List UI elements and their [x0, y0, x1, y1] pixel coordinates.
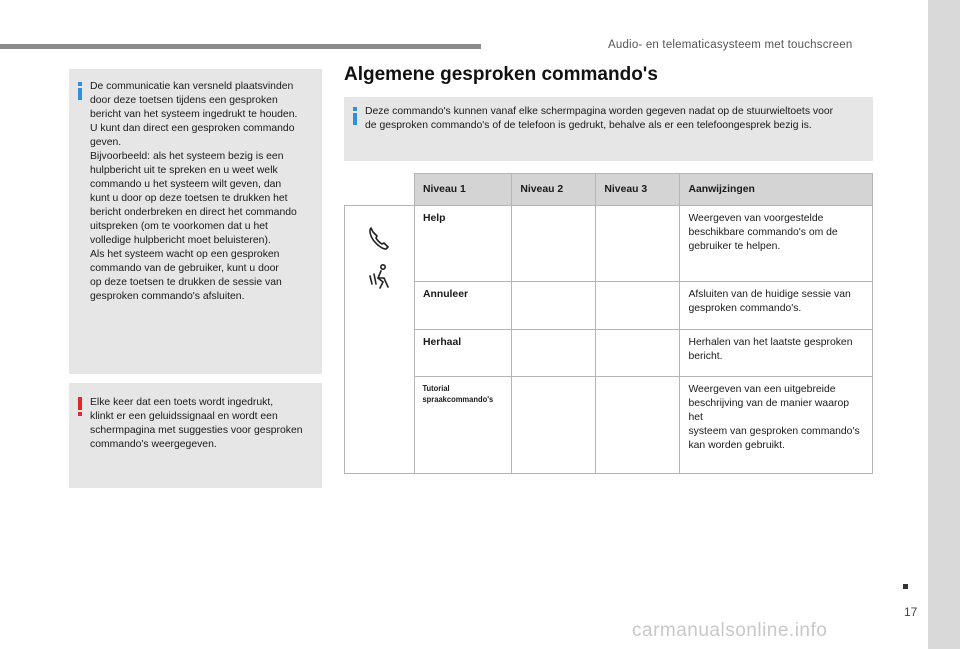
phone-icon: [370, 228, 388, 249]
table-row: [345, 206, 873, 282]
page-header-title: Audio- en telematicasysteem met touchscreen: [608, 39, 853, 51]
table-row: [345, 329, 873, 377]
table-row: [345, 377, 873, 474]
info-icon: [353, 107, 357, 125]
command-level-3: [596, 206, 680, 282]
command-icons: [353, 212, 406, 462]
warning-note-text: Elke keer dat een toets wordt ingedrukt, klinkt er een geluidssignaal en wordt een schermpagina met suggesties voor gesproken commando's weergegeven.: [90, 397, 303, 450]
intro-note-text: Deze commando's kunnen vanaf elke schermpagina worden gegeven nadat op de stuurwieltoets voor de gesproken commando's of de telefoon is gedrukt, behalve als er een telefoongesprek bezig is.: [365, 106, 834, 131]
command-description: Weergeven van een uitgebreide beschrijving van de manier waarop het systeem van gesproken commando's kan worden gebruikt.: [680, 377, 873, 474]
table-header-row: [345, 174, 873, 206]
page-side-strip: [928, 0, 960, 649]
command-level-2: [512, 329, 596, 377]
continuation-marker: [903, 584, 908, 589]
voice-commands-table: [344, 173, 873, 474]
table-header-level-1: Niveau 1: [415, 174, 512, 206]
command-level-2: [512, 377, 596, 474]
command-level-3: [596, 281, 680, 329]
command-icons-cell: [345, 206, 415, 474]
warning-icon: [78, 397, 82, 416]
command-level-3: [596, 329, 680, 377]
section-title: Algemene gesproken commando's: [344, 64, 658, 85]
command-level-2: [512, 281, 596, 329]
table-header-notes: Aanwijzingen: [680, 174, 873, 206]
page-number: 17: [904, 605, 918, 619]
command-level-3: [596, 377, 680, 474]
watermark-text: carmanualsonline.info: [632, 620, 828, 641]
info-note-text: De communicatie kan versneld plaatsvinden door deze toetsen tijdens een gesproken bericht van het systeem ingedrukt te houden. U kunt dan direct een gesproken commando geven. Bijvoorbeeld: als het systeem bezig is een hulpbericht uit te spreken en u weet welk commando u het systeem wilt geven, dan kunt u door op deze toetsen te drukken het bericht onderbreken en direct het commando uitspreken (om te voorkomen dat u het volledige hulpbericht moet beluisteren). Als het systeem wacht op een gesproken commando van de gebruiker, kunt u door op deze toetsen te drukken de sessie van gesproken commando's afsluiten.: [90, 81, 298, 302]
command-annuleer: Annuleer: [415, 281, 512, 329]
command-tutorial: Tutorial spraakcommando's: [415, 377, 501, 474]
table-row: [345, 281, 873, 329]
table-header-level-3: Niveau 3: [596, 174, 680, 206]
header-rule: [0, 44, 481, 49]
command-description: Weergeven van voorgestelde beschikbare commando's om de gebruiker te helpen.: [680, 206, 873, 282]
table-header-level-2: Niveau 2: [512, 174, 596, 206]
command-help: Help: [415, 206, 512, 282]
info-icon: [78, 82, 82, 100]
voice-command-icon: [370, 265, 388, 288]
command-description: Afsluiten van de huidige sessie van gesproken commando's.: [680, 281, 873, 329]
table-header-blank: [345, 174, 415, 206]
command-level-2: [512, 206, 596, 282]
command-herhaal: Herhaal: [415, 329, 512, 377]
command-description: Herhalen van het laatste gesproken bericht.: [680, 329, 873, 377]
